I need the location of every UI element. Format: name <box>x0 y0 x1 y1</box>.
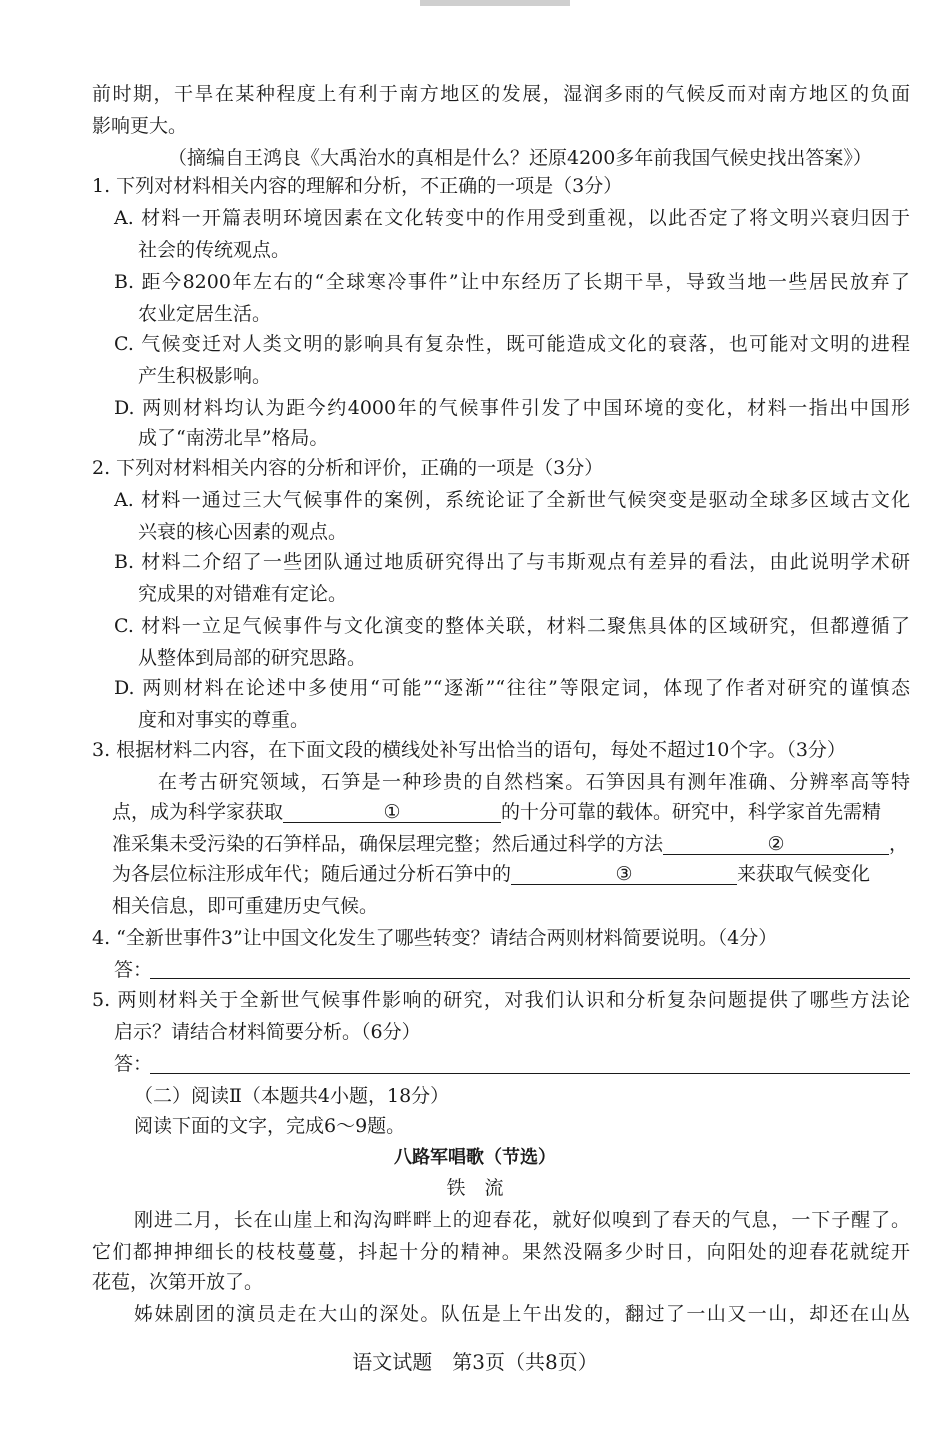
q2-stem: 2. 下列对材料相关内容的分析和评价，正确的一项是（3分） <box>92 457 604 479</box>
q3-blank-1[interactable]: ① <box>283 798 501 823</box>
q3-stem: 3. 根据材料二内容，在下面文段的横线处补写出恰当的语句，每处不超过10个字。（3分） <box>92 739 846 761</box>
q3-passage-line-4 <box>112 860 870 888</box>
q1-option-c: C. 气候变迁对人类文明的影响具有复杂性，既可能造成文化的衰落，也可能对文明的进程 <box>114 333 910 355</box>
q1-option-b: B. 距今8200年左右的“全球寒冷事件”让中东经历了长期干旱，导致当地一些居民放弃了 <box>114 271 910 293</box>
q1-option-d-cont: 成了“南涝北旱”格局。 <box>138 427 329 449</box>
q3-text-4b: 来获取气候变化 <box>737 863 871 885</box>
q3-passage-line-3 <box>112 830 908 858</box>
q3-blank-3[interactable]: ③ <box>511 860 737 885</box>
section-instruction: 阅读下面的文字，完成6～9题。 <box>134 1115 406 1137</box>
q1-option-a: A. 材料一开篇表明环境因素在文化转变中的作用受到重视，以此否定了将文明兴衰归因于 <box>114 207 910 229</box>
q2-option-b: B. 材料二介绍了一些团队通过地质研究得出了与韦斯观点有差异的看法，由此说明学术研 <box>114 551 910 573</box>
story-author: 铁 流 <box>446 1177 504 1199</box>
story-paragraph-1-cont: 它们都抻抻细长的枝枝蔓蔓，抖起十分的精神。果然没隔多少时日，向阳处的迎春花就绽开 <box>92 1241 910 1263</box>
q3-text-3b: ， <box>889 833 909 855</box>
q2-option-b-cont: 究成果的对错难有定论。 <box>138 583 348 605</box>
intro-line-1: 前时期，干旱在某种程度上有利于南方地区的发展，湿润多雨的气候反而对南方地区的负面 <box>92 83 910 105</box>
story-title: 八路军唱歌（节选） <box>394 1147 556 1168</box>
q3-blank-2[interactable]: ② <box>663 830 889 855</box>
q1-stem: 1. 下列对材料相关内容的理解和分析，不正确的一项是（3分） <box>92 175 623 197</box>
q1-option-d: D. 两则材料均认为距今约4000年的气候事件引发了中国环境的变化，材料一指出中国形 <box>114 397 910 419</box>
story-paragraph-2: 姊妹剧团的演员走在大山的深处。队伍是上午出发的，翻过了一山又一山，却还在山丛 <box>134 1303 910 1325</box>
q1-option-b-cont: 农业定居生活。 <box>138 303 272 325</box>
q3-text-2b: 的十分可靠的载体。研究中，科学家首先需精 <box>501 801 882 823</box>
source-citation: （摘编自王鸿良《大禹治水的真相是什么？还原4200多年前我国气候史找出答案》） <box>168 147 872 169</box>
q4-stem: 4. “全新世事件3”让中国文化发生了哪些转变？请结合两则材料简要说明。（4分） <box>92 927 778 949</box>
q5-answer-label: 答： <box>114 1053 153 1075</box>
q5-answer-line[interactable] <box>150 1072 910 1074</box>
story-paragraph-1: 刚进二月，长在山崖上和沟沟畔畔上的迎春花，就好似嗅到了春天的气息，一下子醒了。 <box>134 1209 910 1231</box>
page-footer: 语文试题 第3页（共8页） <box>352 1350 598 1374</box>
q3-text-2a: 点，成为科学家获取 <box>112 801 284 823</box>
q4-answer-line[interactable] <box>150 977 910 979</box>
q2-option-c: C. 材料一立足气候事件与文化演变的整体关联，材料二聚焦具体的区域研究，但都遵循了 <box>114 615 910 637</box>
q3-text-4a: 为各层位标注形成年代；随后通过分析石笋中的 <box>112 863 512 885</box>
story-paragraph-1-end: 花苞，次第开放了。 <box>92 1271 264 1293</box>
q5-stem-cont: 启示？请结合材料简要分析。（6分） <box>114 1021 421 1043</box>
scan-mark <box>420 0 570 6</box>
q2-option-a-cont: 兴衰的核心因素的观点。 <box>138 521 348 543</box>
q3-text-3a: 准采集未受污染的石笋样品，确保层理完整；然后通过科学的方法 <box>112 833 664 855</box>
intro-line-2: 影响更大。 <box>92 115 188 137</box>
q3-passage-line-2 <box>112 798 881 826</box>
section-heading: （二）阅读Ⅱ（本题共4小题，18分） <box>134 1085 450 1107</box>
q1-option-c-cont: 产生积极影响。 <box>138 365 272 387</box>
q3-passage-line-5: 相关信息，即可重建历史气候。 <box>112 895 379 917</box>
q4-answer-label: 答： <box>114 959 153 981</box>
q5-stem: 5. 两则材料关于全新世气候事件影响的研究，对我们认识和分析复杂问题提供了哪些方法论 <box>92 989 910 1011</box>
q3-passage-line-1: 在考古研究领域，石笋是一种珍贵的自然档案。石笋因具有测年准确、分辨率高等特 <box>158 771 910 793</box>
q1-option-a-cont: 社会的传统观点。 <box>138 239 291 261</box>
q2-option-d-cont: 度和对事实的尊重。 <box>138 709 310 731</box>
q2-option-c-cont: 从整体到局部的研究思路。 <box>138 647 367 669</box>
q2-option-a: A. 材料一通过三大气候事件的案例，系统论证了全新世气候突变是驱动全球多区域古文化 <box>114 489 910 511</box>
q2-option-d: D. 两则材料在论述中多使用“可能”“逐渐”“往往”等限定词，体现了作者对研究的谨慎态 <box>114 677 910 699</box>
